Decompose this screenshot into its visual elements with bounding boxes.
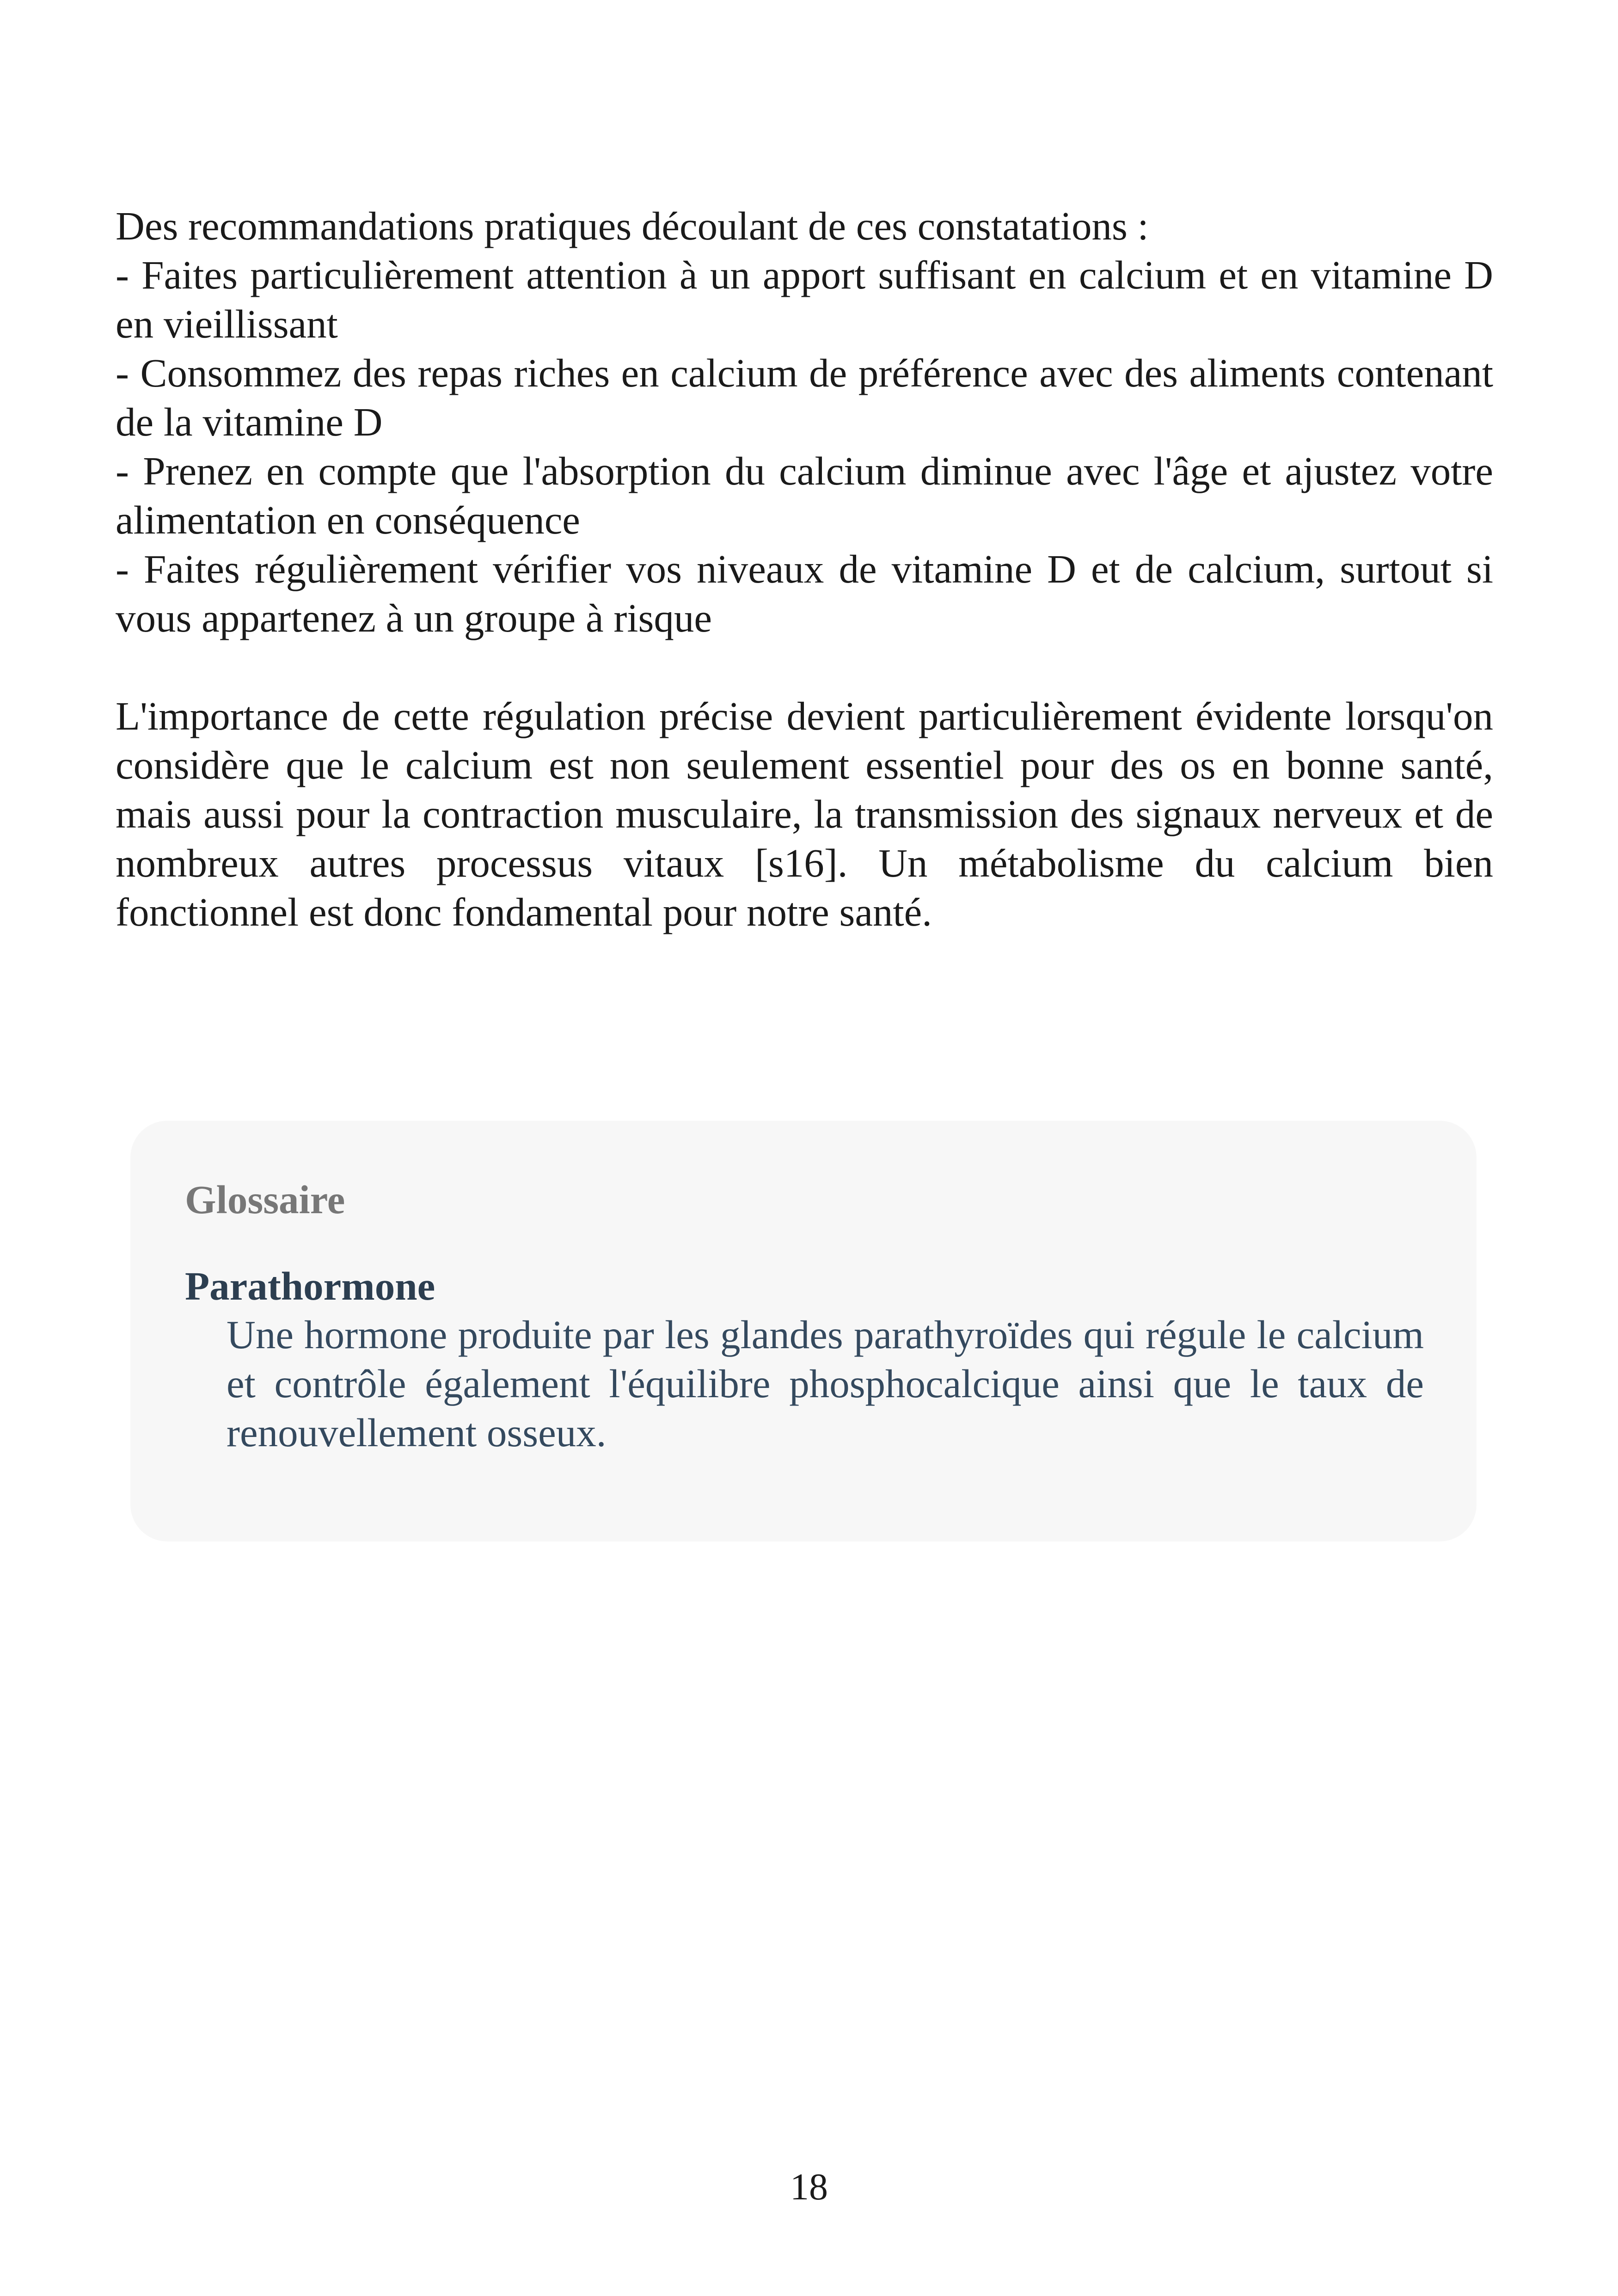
- page-number: 18: [790, 2166, 828, 2208]
- recommendation-item-3: - Prenez en compte que l'absorption du calcium diminue avec l'âge et ajustez votre alimentation en conséquence: [116, 448, 1493, 542]
- glossary-definition: Une hormone produite par les glandes parathyroïdes qui régule le calcium et contrôle également l'équilibre phosphocalcique ainsi que le taux de renouvellement osseux.: [227, 1312, 1424, 1455]
- glossary-title: Glossaire: [185, 1177, 345, 1222]
- body-paragraph: L'importance de cette régulation précise devient particulièrement évidente lorsqu'on considère que le calcium est non seulement essentiel pour des os en bonne santé, mais aussi pour la contraction musculaire, la transmission des signaux nerveux et de nombreux autres processus vitaux [s16]. Un métabolisme du calcium bien fonctionnel est donc fondamental pour notre santé.: [116, 694, 1493, 934]
- intro-line: Des recommandations pratiques découlant de ces constatations :: [116, 203, 1149, 248]
- recommendation-item-4: - Faites régulièrement vérifier vos niveaux de vitamine D et de calcium, surtout si vous appartenez à un groupe à risque: [116, 546, 1493, 640]
- recommendation-item-1: - Faites particulièrement attention à un apport suffisant en calcium et en vitamine D en vieillissant: [116, 252, 1493, 346]
- recommendation-item-2: - Consommez des repas riches en calcium de préférence avec des aliments contenant de la vitamine D: [116, 350, 1493, 444]
- glossary-term: Parathormone: [185, 1264, 435, 1308]
- paragraph-spacer: [116, 643, 1493, 692]
- page-content: [116, 202, 1493, 937]
- glossary-box: [130, 1121, 1477, 1541]
